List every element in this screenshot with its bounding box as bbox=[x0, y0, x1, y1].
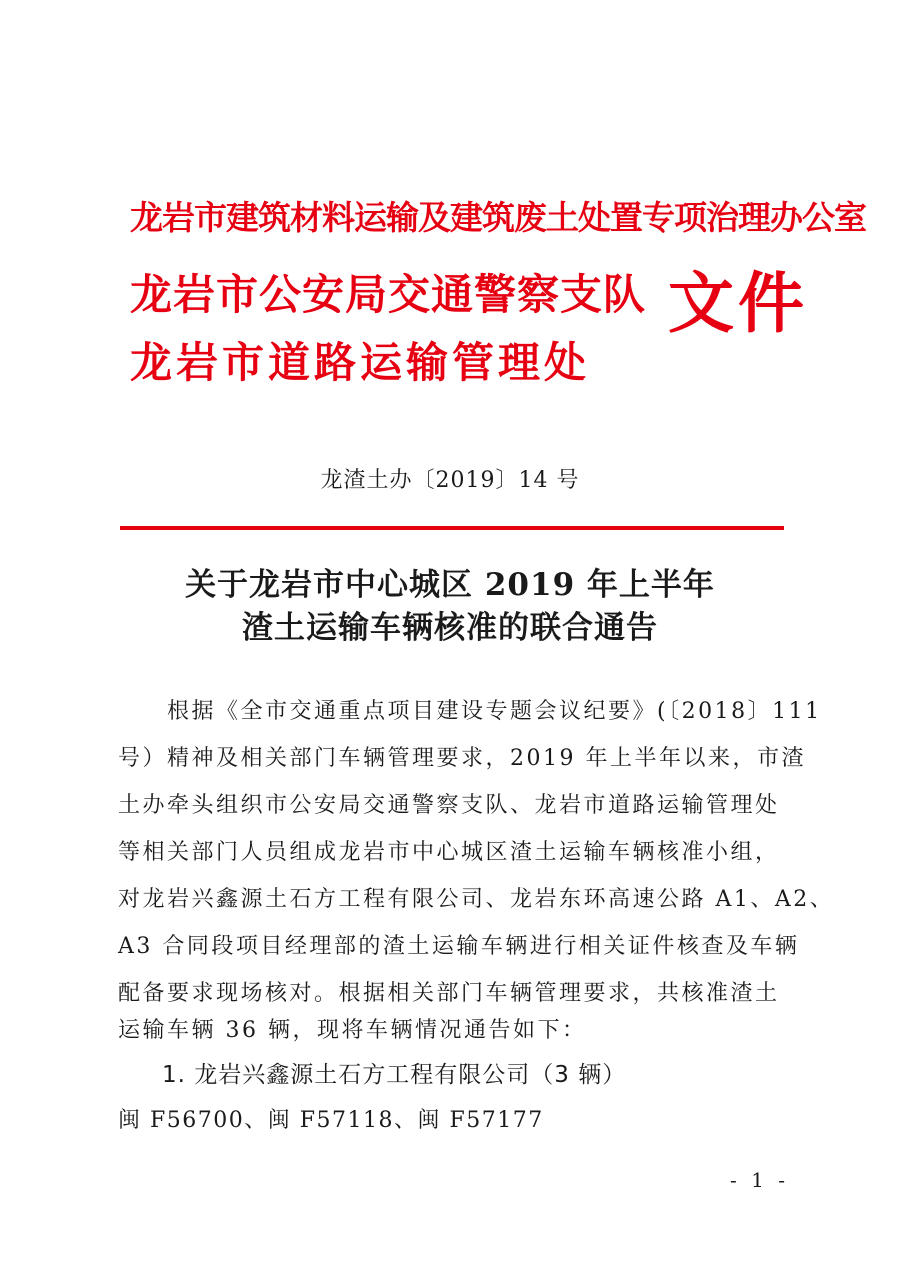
body-line: 运输车辆 36 辆，现将车辆情况通告如下： bbox=[118, 1018, 587, 1043]
page-number: - 1 - bbox=[730, 1168, 789, 1192]
body-line: 根据《全市交通重点项目建设专题会议纪要》(〔2018〕111 bbox=[118, 699, 822, 724]
vehicle-plate-list: 闽 F56700、闽 F57118、闽 F57177 bbox=[118, 1108, 544, 1133]
body-line: 号）精神及相关部门车辆管理要求，2019 年上半年以来，市渣 bbox=[118, 746, 806, 771]
document-label: 文件 bbox=[668, 264, 808, 342]
red-divider-line bbox=[120, 526, 784, 530]
issuer-name-1: 龙岩市建筑材料运输及建筑废土处置专项治理办公室 bbox=[130, 198, 866, 237]
notice-title-line-1: 关于龙岩市中心城区 2019 年上半年 bbox=[185, 567, 715, 603]
section-heading: 1. 龙岩兴鑫源土石方工程有限公司（3 辆） bbox=[162, 1062, 627, 1088]
issuer-name-3: 龙岩市道路运输管理处 bbox=[130, 338, 591, 387]
body-line: A3 合同段项目经理部的渣土运输车辆进行相关证件核查及车辆 bbox=[118, 934, 800, 959]
body-line: 等相关部门人员组成龙岩市中心城区渣土运输车辆核准小组， bbox=[118, 840, 780, 865]
body-line: 对龙岩兴鑫源土石方工程有限公司、龙岩东环高速公路 A1、A2、 bbox=[118, 887, 835, 912]
body-line: 配备要求现场核对。根据相关部门车辆管理要求，共核准渣土 bbox=[118, 981, 780, 1006]
body-line: 土办牵头组织市公安局交通警察支队、龙岩市道路运输管理处 bbox=[118, 793, 780, 818]
issuer-name-2: 龙岩市公安局交通警察支队 bbox=[130, 270, 647, 319]
document-number: 龙渣土办〔2019〕14 号 bbox=[320, 468, 580, 493]
notice-title-line-2: 渣土运输车辆核准的联合通告 bbox=[242, 610, 658, 646]
